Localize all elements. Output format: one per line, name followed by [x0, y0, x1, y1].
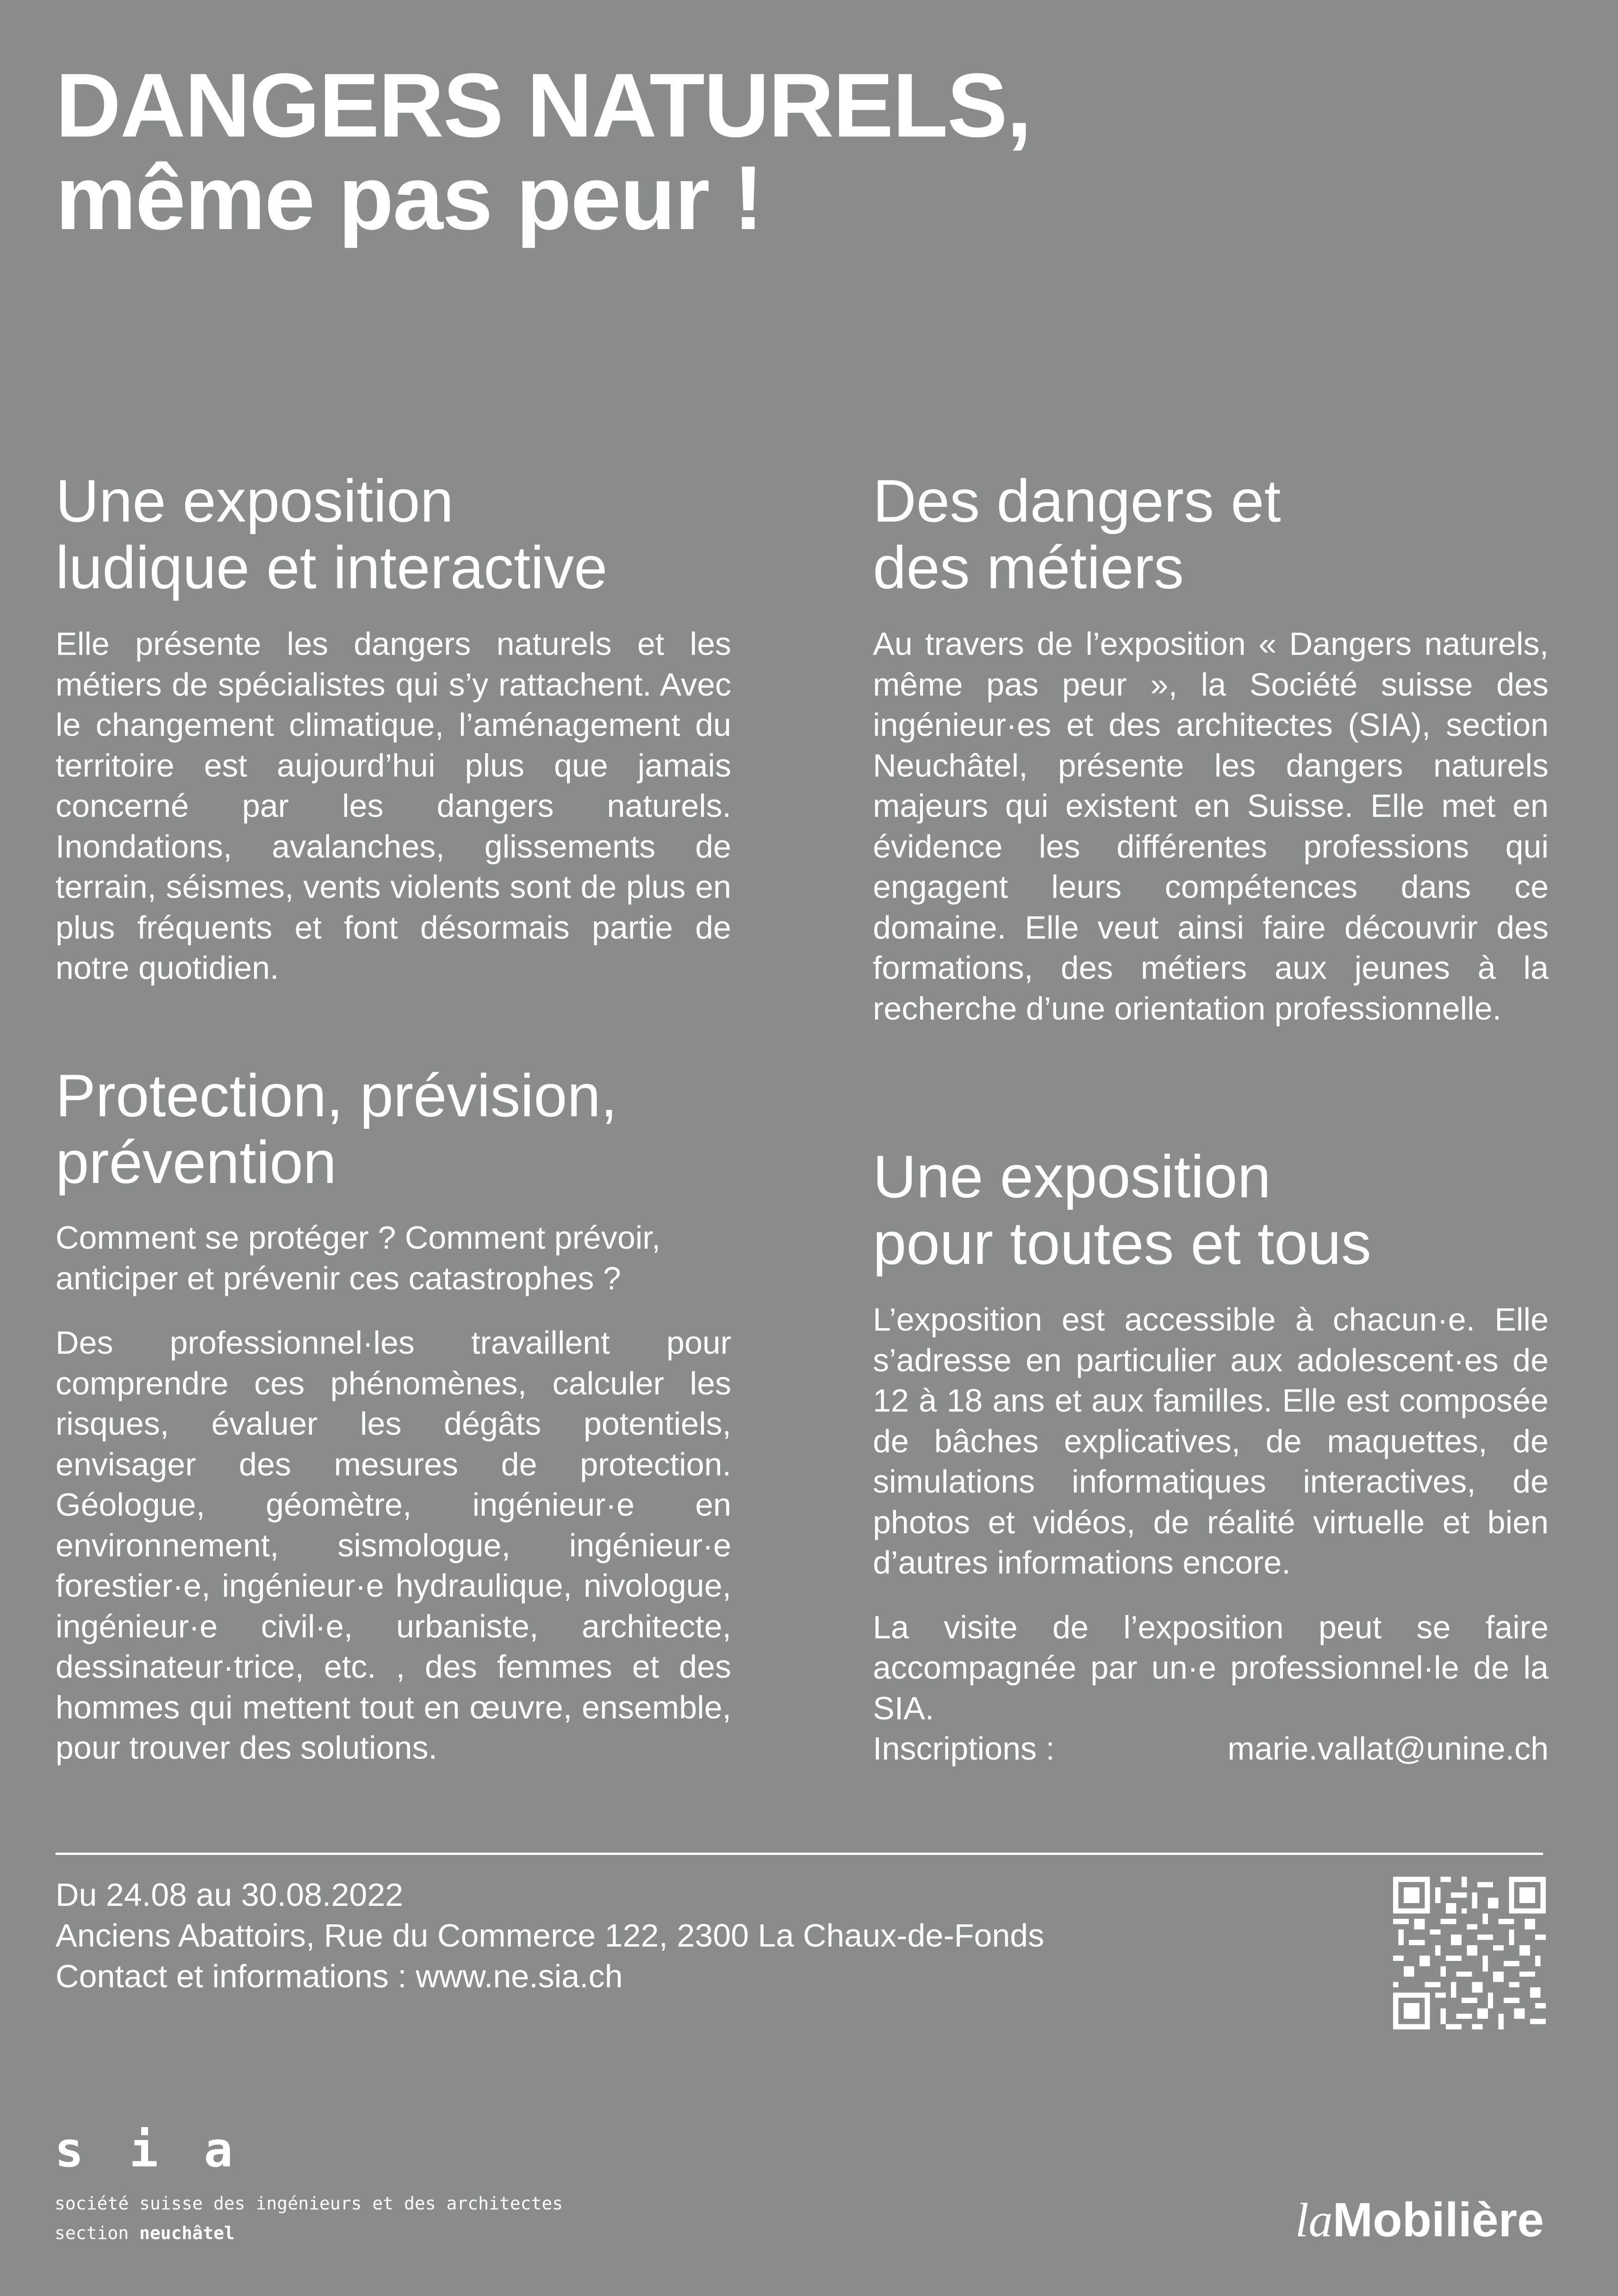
- sia-subtitle-line: société suisse des ingénieurs et des architectes: [55, 2193, 563, 2214]
- section-heading: [56, 467, 731, 601]
- section-heading: [56, 1062, 731, 1195]
- sia-section-line: [55, 2218, 563, 2248]
- sia-wordmark: s i a: [55, 2122, 242, 2178]
- heading-line: prévention: [56, 1128, 337, 1196]
- poster-title: [56, 55, 1031, 249]
- event-dates: Du 24.08 au 30.08.2022: [56, 1877, 404, 1913]
- sia-logo: [55, 2122, 563, 2248]
- section-tous: [873, 1143, 1549, 1769]
- heading-line: pour toutes et tous: [873, 1209, 1371, 1277]
- sia-section-prefix: section: [55, 2223, 129, 2243]
- heading-line: Une exposition: [873, 1143, 1271, 1210]
- section-body: Au travers de l’exposition « Dangers naturels, même pas peur », la Société suisse des ingénieur·es et des architectes (SIA), section Neuchâtel, présente les dangers naturels majeurs qui existent en Suisse. Elle met en évidence les différentes professions qui engagent leurs compétences dans ce domaine. Elle veut ainsi faire découvrir des formations, des métiers aux jeunes à la recherche d’une orientation professionnelle.: [873, 626, 1549, 1027]
- event-info: [56, 1874, 1044, 1997]
- section-heading: [873, 1143, 1549, 1276]
- event-contact[interactable]: Contact et informations : www.ne.sia.ch: [56, 1958, 623, 1994]
- heading-line: Une exposition: [56, 467, 454, 535]
- section-body: Des professionnel·les travaillent pour comprendre ces phénomènes, calculer les risques, évaluer les dégâts potentiels, envisager des mesures de protection. Géologue, géomètre, ingénieur·e en environnement, sismologue, ingénieur·e forestier·e, ingénieur·e hydraulique, nivologue, ingénieur·e civil·e, urbaniste, architecte, dessinateur·trice, etc. , des femmes et des hommes qui mettent tout en œuvre, ensemble, pour trouver des solutions.: [56, 1325, 731, 1766]
- footer-divider: [56, 1853, 1543, 1855]
- heading-line: ludique et interactive: [56, 534, 608, 601]
- mobiliere-logo: [1295, 2195, 1544, 2246]
- mobiliere-logo-la: la: [1295, 2194, 1333, 2247]
- heading-line: Des dangers et: [873, 467, 1281, 535]
- event-address: Anciens Abattoirs, Rue du Commerce 122, 2300 La Chaux-de-Fonds: [56, 1917, 1045, 1954]
- section-ludique: [56, 467, 731, 989]
- inscriptions-line: [873, 1729, 1549, 1769]
- sia-section-name: neuchâtel: [139, 2223, 235, 2243]
- qr-code-icon[interactable]: [1393, 1877, 1546, 2029]
- inscriptions-email-link[interactable]: marie.vallat@unine.ch: [1227, 1730, 1549, 1767]
- sia-subtitle: [55, 2189, 563, 2248]
- section-heading: [873, 467, 1549, 601]
- title-line-1: DANGERS NATURELS,: [56, 55, 1031, 156]
- section-body: Elle présente les dangers naturels et les métiers de spécialistes qui s’y rattachent. Avec le changement climatique, l’aménagement du territoire est aujourd’hui plus que jamais concerné par les dangers naturels. Inondations, avalanches, glissements de terrain, séismes, vents violents sont de plus en plus fréquents et font désormais partie de notre quotidien.: [56, 626, 731, 986]
- section-metiers: [873, 467, 1549, 1029]
- title-line-2: même pas peur !: [56, 147, 763, 249]
- section-protection: [56, 1062, 731, 1768]
- heading-line: des métiers: [873, 534, 1184, 601]
- heading-line: Protection, prévision,: [56, 1062, 617, 1129]
- section-body: L’exposition est accessible à chacun·e. Elle s’adresse en particulier aux adolescent·es de 12 à 18 ans et aux familles. Elle est composée de bâches explicatives, de maquettes, de simulations informatiques interactives, de photos et vidéos, de réalité virtuelle et bien d’autres informations encore.: [873, 1301, 1549, 1580]
- mobiliere-logo-name: Mobilière: [1332, 2193, 1544, 2247]
- section-intro: Comment se protéger ? Comment prévoir, anticiper et prévenir ces catastrophes ?: [56, 1220, 661, 1296]
- visit-text: La visite de l’exposition peut se faire accompagnée par un·e professionnel·le de la SIA.: [873, 1609, 1549, 1726]
- inscriptions-label: Inscriptions :: [873, 1730, 1055, 1767]
